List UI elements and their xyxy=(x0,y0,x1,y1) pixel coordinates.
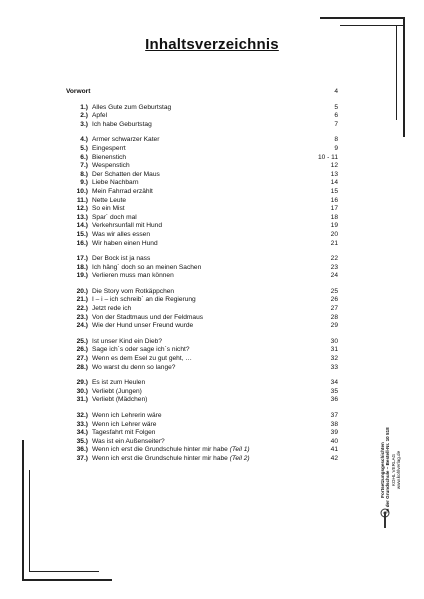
toc-entry-number: 29.) xyxy=(76,379,88,387)
toc-entry-number: 32.) xyxy=(76,412,88,419)
toc-entry-title: Verliebt (Jungen) xyxy=(92,387,142,395)
toc-entry-number: 35.) xyxy=(76,437,88,445)
toc-entry-number: 15.) xyxy=(76,230,88,238)
toc-entry-title: Armer schwarzer Kater xyxy=(92,136,160,144)
toc-row xyxy=(66,136,338,145)
toc-row xyxy=(66,412,338,421)
toc-entry-title-wrap xyxy=(92,264,201,273)
toc-entry-title-wrap xyxy=(92,346,190,355)
toc-entry-number: 27.) xyxy=(76,355,88,363)
toc-entry-title: Wenn ich erst die Grundschule hinter mir habe xyxy=(92,454,228,462)
toc-entry-number: 22.) xyxy=(76,305,88,313)
toc-entry-page: 8 xyxy=(334,136,338,144)
toc-entry-title-wrap xyxy=(92,412,162,421)
toc-entry-title: Mein Fahrrad erzählt xyxy=(92,187,153,195)
toc-row xyxy=(66,305,338,314)
toc-entry-title-wrap xyxy=(92,136,159,145)
page-title: Inhaltsverzeichnis xyxy=(145,36,279,53)
toc-row xyxy=(66,112,338,121)
toc-row xyxy=(66,438,338,447)
toc-entry-page: 34 xyxy=(330,379,338,387)
toc-entry-page: 5 xyxy=(334,103,338,111)
toc-entry-page: 28 xyxy=(330,313,338,321)
toc-entry-title-wrap xyxy=(92,255,150,264)
toc-entry-page: 29 xyxy=(330,322,338,330)
toc-row xyxy=(66,446,338,455)
toc-entry-title-wrap xyxy=(92,296,196,305)
toc-entry-title: Apfel xyxy=(92,112,108,120)
toc-entry-page: 40 xyxy=(330,437,338,445)
toc-row xyxy=(66,255,338,264)
toc-entry-title: Nette Leute xyxy=(92,196,127,204)
toc-entry-title: Wespenstich xyxy=(92,162,130,170)
toc-entry-number: 5.) xyxy=(80,144,88,152)
toc-entry-title: Es ist zum Heulen xyxy=(92,379,146,387)
toc-entry-title-wrap xyxy=(92,179,139,188)
toc-entry-page: 27 xyxy=(330,305,338,313)
toc-vorwort-label: Vorwort xyxy=(66,88,91,95)
toc-entry-number: 10.) xyxy=(76,187,88,195)
toc-entry-title: Wenn ich Lehrerin wäre xyxy=(92,412,162,419)
frame-top-right-vertical-1 xyxy=(403,17,405,137)
toc-entry-title-wrap xyxy=(92,396,147,405)
toc-entry-title: Eingesperrt xyxy=(92,144,126,152)
toc-entry-page: 30 xyxy=(330,337,338,345)
toc-entry-title-wrap xyxy=(92,205,125,214)
toc-entry-title-wrap xyxy=(92,162,130,171)
toc-entry-title-wrap xyxy=(92,379,145,388)
toc-entry-number: 16.) xyxy=(76,239,88,247)
toc-entry-page: 18 xyxy=(330,213,338,221)
toc-row xyxy=(66,322,338,331)
publisher-url: www.kohlverlag.de xyxy=(396,450,402,490)
toc-entry-title: Verlieren muss man können xyxy=(92,272,174,280)
toc-entry-number: 9.) xyxy=(80,179,88,187)
toc-entry-title: Wenn ich erst die Grundschule hinter mir habe xyxy=(92,446,228,454)
toc-row xyxy=(66,288,338,297)
toc-entry-title: Wie der Hund unser Freund wurde xyxy=(92,322,194,330)
toc-row xyxy=(66,240,338,249)
toc-entry-title: Alles Gute zum Geburtstag xyxy=(92,103,172,111)
toc-entry-title-wrap xyxy=(92,429,155,438)
toc-entry-number: 26.) xyxy=(76,346,88,354)
toc-entry-title: So ein Mist xyxy=(92,205,125,213)
toc-entry-title-wrap xyxy=(92,214,137,223)
toc-entry-title: Sage ich´s oder sage ich´s nicht? xyxy=(92,346,190,354)
toc-row xyxy=(66,379,338,388)
toc-row xyxy=(66,171,338,180)
toc-entry-number: 11.) xyxy=(77,196,88,204)
frame-bottom-left-horizontal-2 xyxy=(29,571,99,572)
toc-row xyxy=(66,222,338,231)
toc-row xyxy=(66,314,338,323)
toc-entry-number: 14.) xyxy=(76,222,88,230)
toc-row xyxy=(66,162,338,171)
toc-row xyxy=(66,429,338,438)
toc-row xyxy=(66,264,338,273)
toc-row xyxy=(66,338,338,347)
toc-row xyxy=(66,214,338,223)
toc-row xyxy=(66,197,338,206)
toc-entry-title-wrap xyxy=(92,272,174,281)
toc-entry-title-wrap xyxy=(92,112,107,121)
toc-entry-title-wrap xyxy=(92,104,171,113)
toc-entry-title-wrap xyxy=(92,314,203,323)
toc-entry-number: 17.) xyxy=(76,255,88,263)
toc-entry-title: Der Bock ist ja nass xyxy=(92,255,151,263)
toc-entry-number: 20.) xyxy=(76,287,88,295)
toc-row xyxy=(66,272,338,281)
toc-groups xyxy=(66,104,338,464)
toc-entry-title: Wir haben einen Hund xyxy=(92,239,158,247)
toc-entry-page: 35 xyxy=(330,387,338,395)
toc-entry-title-wrap xyxy=(92,121,152,130)
toc-row xyxy=(66,364,338,373)
toc-entry-title-wrap xyxy=(92,240,158,249)
frame-bottom-left-vertical-2 xyxy=(29,470,30,572)
toc-entry-number: 36.) xyxy=(76,446,88,454)
toc-entry-number: 30.) xyxy=(76,387,88,395)
toc-entry-page: 19 xyxy=(330,222,338,230)
toc-entry-title-wrap xyxy=(92,188,153,197)
toc-entry-page: 15 xyxy=(330,187,338,195)
frame-top-right-horizontal-2 xyxy=(340,25,404,26)
toc-entry-title-wrap xyxy=(92,364,175,373)
toc-entry-page: 17 xyxy=(330,205,338,213)
frame-bottom-left-horizontal-1 xyxy=(22,579,112,581)
toc-row xyxy=(66,145,338,154)
toc-entry-page: 25 xyxy=(330,287,338,295)
toc-entry-page: 10 - 11 xyxy=(317,153,338,161)
toc-entry-title-wrap xyxy=(92,355,192,364)
toc-entry-page: 23 xyxy=(330,263,338,271)
toc-entry-page: 22 xyxy=(330,255,338,263)
toc-entry-title-wrap xyxy=(92,222,162,231)
toc-entry-title: Verkehrsunfall mit Hund xyxy=(92,222,163,230)
toc-row-vorwort xyxy=(66,88,338,97)
toc-entry-number: 13.) xyxy=(76,213,88,221)
toc-entry-page: 9 xyxy=(334,144,338,152)
toc-entry-title-wrap xyxy=(92,145,126,154)
toc-entry-title: Ist unser Kind ein Dieb? xyxy=(92,337,163,345)
toc-entry-number: 23.) xyxy=(76,313,88,321)
toc-entry-number: 1.) xyxy=(80,103,88,111)
toc-row xyxy=(66,154,338,163)
toc-row xyxy=(66,388,338,397)
toc-entry-title-wrap xyxy=(92,197,126,206)
toc-entry-number: 28.) xyxy=(76,363,88,371)
toc-entry-page: 36 xyxy=(330,396,338,404)
toc-entry-title: Bienenstich xyxy=(92,153,127,161)
toc-entry-title-wrap xyxy=(92,338,162,347)
toc-entry-page: 39 xyxy=(330,429,338,437)
toc-entry-title: Der Schatten der Maus xyxy=(92,170,160,178)
toc-entry-number: 37.) xyxy=(76,454,88,462)
toc-entry-page: 13 xyxy=(330,170,338,178)
toc-entry-title: Die Story vom Rotkäppchen xyxy=(92,287,175,295)
frame-bottom-left-vertical-1 xyxy=(22,440,24,580)
toc-entry-page: 42 xyxy=(330,454,338,462)
toc-row xyxy=(66,205,338,214)
toc-entry-page: 32 xyxy=(330,355,338,363)
toc-entry-page: 7 xyxy=(334,120,338,128)
toc-entry-title-wrap xyxy=(92,438,165,447)
toc-entry-number: 24.) xyxy=(76,322,88,330)
toc-entry-number: 12.) xyxy=(76,205,88,213)
toc-entry-page: 14 xyxy=(330,179,338,187)
toc-row xyxy=(66,455,338,464)
toc-entry-title-wrap xyxy=(92,455,250,464)
toc-entry-title: Liebe Nachbarn xyxy=(92,179,139,187)
toc-entry-title: Was ist ein Außenseiter? xyxy=(92,437,165,445)
toc-entry-title-wrap xyxy=(92,305,131,314)
toc-entry-number: 31.) xyxy=(76,396,88,404)
toc-entry-page: 6 xyxy=(334,112,338,120)
toc-entry-title: Wenn ich Lehrer wäre xyxy=(92,420,157,428)
toc-entry-number: 7.) xyxy=(80,162,88,170)
toc-entry-number: 6.) xyxy=(80,153,88,161)
toc-vorwort-page: 4 xyxy=(334,88,338,95)
toc-entry-page: 12 xyxy=(330,162,338,170)
toc-entry-page: 41 xyxy=(330,446,338,454)
series-subtitle: in der Grundschule – Bestell-Nr. 10 518 xyxy=(385,427,391,513)
toc-entry-note: (Teil 2) xyxy=(229,454,250,462)
toc-entry-title-wrap xyxy=(92,388,142,397)
toc-entry-page: 16 xyxy=(330,196,338,204)
toc-entry-title: Von der Stadtmaus und der Feldmaus xyxy=(92,313,204,321)
toc-row xyxy=(66,346,338,355)
toc-entry-title-wrap xyxy=(92,288,174,297)
toc-entry-title-wrap xyxy=(92,154,126,163)
series-title: Fortsetzungsgeschichten xyxy=(380,442,386,498)
toc-entry-title-wrap xyxy=(92,322,193,331)
toc-row xyxy=(66,421,338,430)
toc-entry-title: Ich habe Geburtstag xyxy=(92,120,152,128)
toc-entry-title: Spar´ doch mal xyxy=(92,213,137,221)
toc-row xyxy=(66,188,338,197)
toc-entry-page: 31 xyxy=(330,346,338,354)
toc-entry-number: 19.) xyxy=(76,272,88,280)
toc-entry-title: Wo warst du denn so lange? xyxy=(92,363,176,371)
toc-entry-title-wrap xyxy=(92,421,156,430)
toc-entry-page: 21 xyxy=(330,239,338,247)
toc-entry-page: 24 xyxy=(330,272,338,280)
toc-entry-page: 38 xyxy=(330,420,338,428)
toc-entry-number: 2.) xyxy=(80,112,88,120)
toc-entry-number: 8.) xyxy=(80,170,88,178)
frame-top-right-horizontal-1 xyxy=(320,17,404,19)
toc-entry-title-wrap xyxy=(92,231,150,240)
toc-entry-page: 33 xyxy=(330,363,338,371)
toc-entry-title: Verliebt (Mädchen) xyxy=(92,396,148,404)
toc-entry-title-wrap xyxy=(92,446,250,455)
toc-entry-title-wrap xyxy=(92,171,160,180)
toc-entry-number: 4.) xyxy=(80,136,88,144)
table-of-contents xyxy=(66,88,338,464)
toc-row xyxy=(66,231,338,240)
toc-entry-note: (Teil 1) xyxy=(229,446,250,454)
toc-row xyxy=(66,396,338,405)
toc-entry-page: 26 xyxy=(330,296,338,304)
toc-entry-title: Wenn es dem Esel zu gut geht, … xyxy=(92,355,192,363)
toc-entry-number: 25.) xyxy=(76,337,88,345)
toc-row xyxy=(66,121,338,130)
toc-row xyxy=(66,296,338,305)
toc-row xyxy=(66,179,338,188)
toc-entry-title: Jetzt rede ich xyxy=(92,305,132,313)
toc-entry-number: 18.) xyxy=(76,263,88,271)
publisher-name: KOHL VERLAG xyxy=(391,453,396,487)
toc-entry-page: 37 xyxy=(330,412,338,419)
toc-entry-number: 21.) xyxy=(76,296,88,304)
toc-entry-number: 3.) xyxy=(80,120,88,128)
toc-entry-title: Was wir alles essen xyxy=(92,230,151,238)
toc-entry-title: Ich häng´ doch so an meinen Sachen xyxy=(92,263,202,271)
publisher-info xyxy=(380,427,402,512)
toc-row xyxy=(66,104,338,113)
toc-entry-page: 20 xyxy=(330,230,338,238)
toc-entry-title: Tagesfahrt mit Folgen xyxy=(92,429,156,437)
toc-entry-number: 34.) xyxy=(76,429,88,437)
toc-entry-title: I – i – ich schreib´ an die Regierung xyxy=(92,296,196,304)
toc-entry-number: 33.) xyxy=(76,420,88,428)
toc-row xyxy=(66,355,338,364)
